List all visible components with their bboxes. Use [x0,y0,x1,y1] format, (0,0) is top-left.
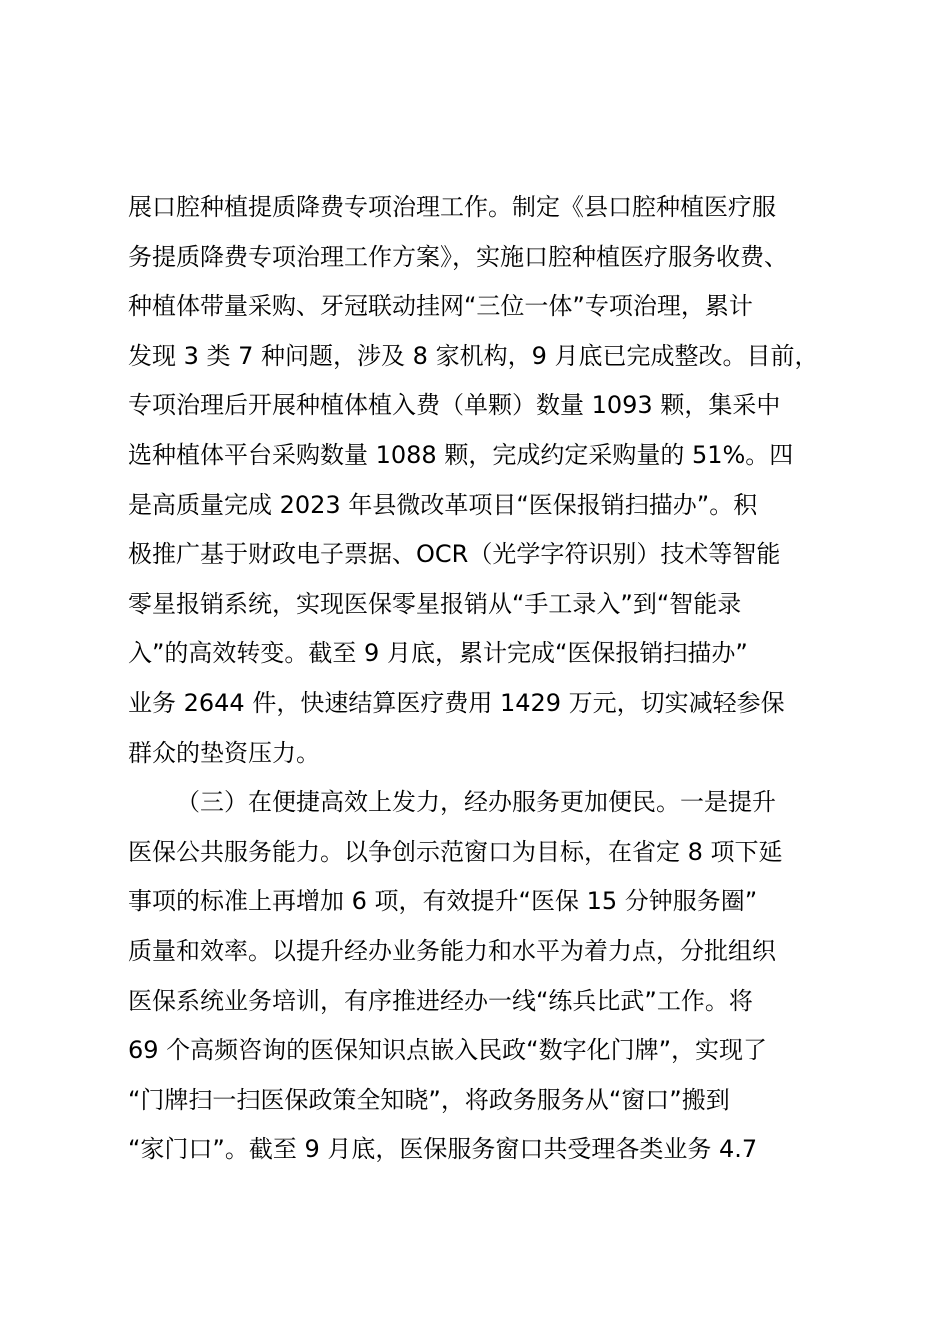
text-line: “门牌扫一扫医保政策全知晓”，将政务服务从“窗口”搬到 [128,1085,730,1114]
text-line: 零星报销系统，实现医保零星报销从“手工录入”到“智能录 [128,589,742,618]
text-line: 医保系统业务培训，有序推进经办一线“练兵比武”工作。将 [128,986,753,1015]
text-line: 展口腔种植提质降费专项治理工作。制定《县口腔种植医疗服 [128,193,776,221]
text-line: 选种植体平台采购数量 1088 颗，完成约定采购量的 51%。四 [128,440,794,469]
text-line: 质量和效率。以提升经办业务能力和水平为着力点，分批组织 [128,936,776,965]
text-line: 群众的垫资压力。 [128,738,320,767]
text-line: 事项的标准上再增加 6 项，有效提升“医保 15 分钟服务圈” [128,887,758,916]
text-line: 医保公共服务能力。以争创示范窗口为目标，在省定 8 项下延 [128,837,783,866]
text-line: 是高质量完成 2023 年县微改革项目“医保报销扫描办”。积 [128,490,758,519]
text-line: 专项治理后开展种植体植入费（单颗）数量 1093 颗，集采中 [128,391,781,420]
text-line: 务提质降费专项治理工作方案》，实施口腔种植医疗服务收费、 [128,242,788,271]
body-text [128,183,848,1175]
text-line: 发现 3 类 7 种问题，涉及 8 家机构，9 月底已完成整改。目前， [128,341,819,370]
text-line: 种植体带量采购、牙冠联动挂网“三位一体”专项治理，累计 [128,292,753,321]
paragraph-heading-line: （三）在便捷高效上发力，经办服务更加便民。一是提升 [176,788,776,817]
text-line: 入”的高效转变。截至 9 月底，累计完成“医保报销扫描办” [128,639,748,668]
text-line: 业务 2644 件，快速结算医疗费用 1429 万元，切实减轻参保 [128,688,785,717]
text-line: 69 个高频咨询的医保知识点嵌入民政“数字化门牌”，实现了 [128,1036,768,1065]
text-line: “家门口”。截至 9 月底，医保服务窗口共受理各类业务 4.7 [128,1135,758,1164]
text-line: 极推广基于财政电子票据、OCR（光学字符识别）技术等智能 [128,540,781,569]
